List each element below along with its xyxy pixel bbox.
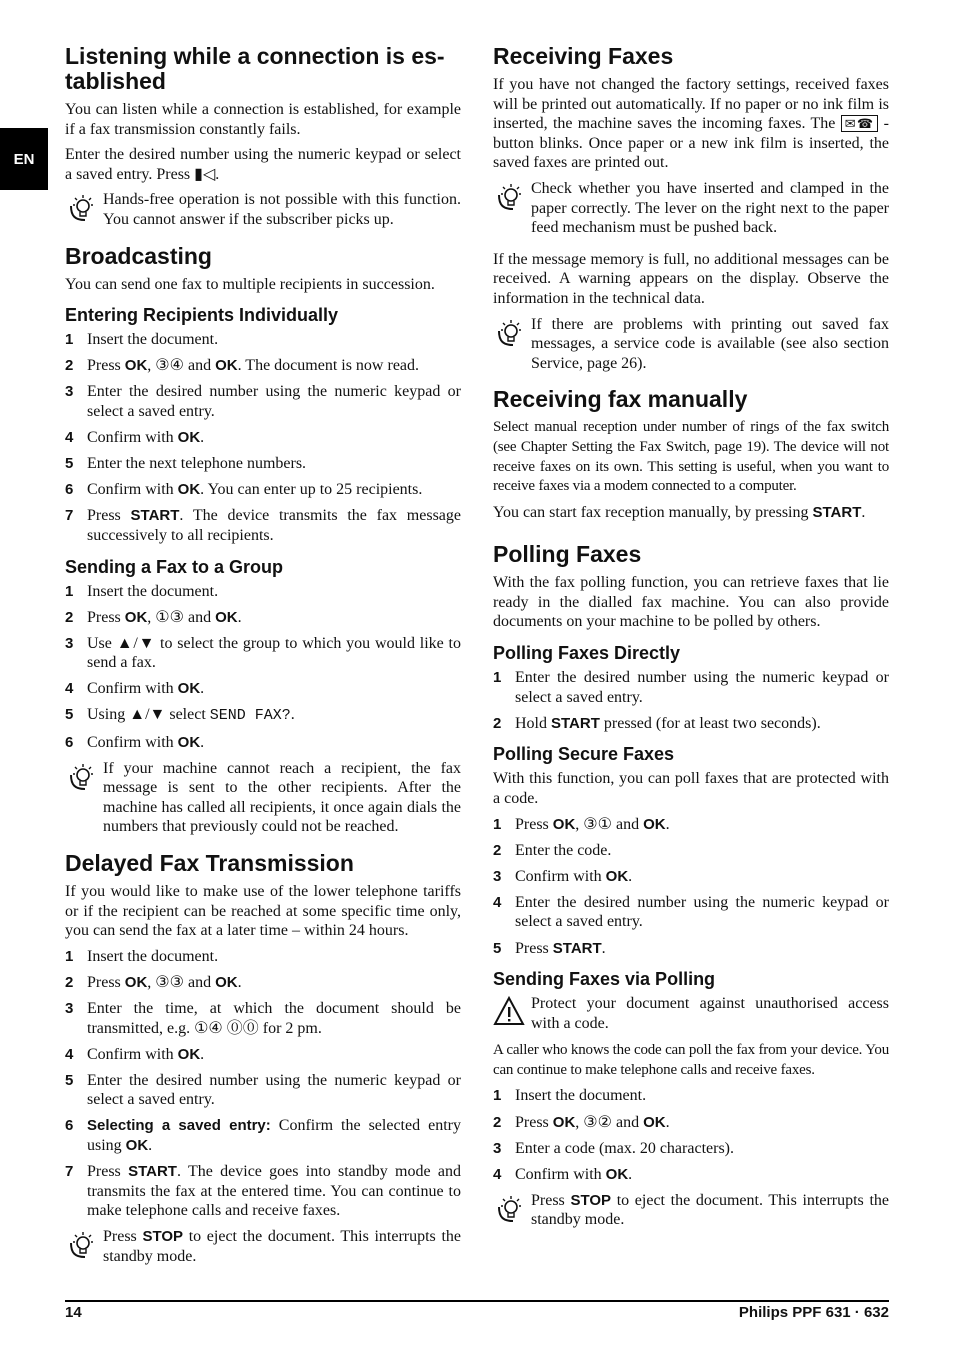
step-number: 3: [65, 1000, 74, 1017]
step-number: 2: [65, 973, 74, 991]
step-number: 1: [65, 947, 74, 965]
step-number: 6: [65, 1117, 74, 1135]
tip-text: Press STOP to eject the document. This interrupts the standby mode.: [531, 1191, 889, 1229]
step-text: Confirm with OK. You can enter up to 25 recipients.: [87, 481, 423, 499]
section-listening: [65, 44, 461, 230]
step-text: Press OK, ③② and OK.: [515, 1113, 670, 1131]
step-number: 1: [493, 669, 502, 687]
heading-listening: Listening while a connection is es- tablished: [65, 43, 445, 94]
step-number: 1: [65, 582, 74, 600]
step-item: [65, 679, 461, 699]
steps-list: [65, 947, 461, 1221]
step-text: Press OK, ③④ and OK. The document is now read.: [87, 357, 420, 375]
step-number: 2: [493, 841, 502, 859]
section-broadcasting: [65, 244, 461, 837]
heading-manual: Receiving fax manually: [493, 386, 748, 413]
step-number: 3: [65, 634, 74, 652]
tip-text: Hands-free operation is not possible with this function. You cannot answer if the subscriber picks up.: [103, 191, 461, 228]
step-item: [65, 382, 461, 421]
subheading-individually: Entering Recipients Individually: [65, 305, 339, 326]
step-text: Press OK, ①③ and OK.: [87, 608, 242, 626]
warning-text: Protect your document against unauthorised access with a code.: [531, 995, 889, 1032]
step-text: Insert the document.: [87, 331, 219, 349]
step-text: Press START.: [515, 939, 606, 957]
tip-note: [65, 759, 461, 837]
step-number: 5: [65, 706, 74, 724]
step-number: 7: [65, 1163, 74, 1181]
step-text: Press START. The device transmits the fax message successively to all recipients.: [87, 507, 461, 544]
step-text: Enter the desired number using the numeric keypad or select a saved entry.: [87, 383, 461, 420]
tip-note: [65, 190, 461, 229]
step-text: Selecting a saved entry: Confirm the selected entry using OK.: [87, 1117, 461, 1155]
step-number: 1: [65, 331, 74, 349]
step-text: Enter the desired number using the numeric keypad or select a saved entry.: [87, 1071, 461, 1109]
step-number: 4: [493, 893, 502, 911]
step-item: [65, 999, 461, 1038]
paragraph: You can send one fax to multiple recipients in succession.: [65, 275, 435, 293]
lightbulb-tip-icon: [65, 190, 103, 229]
paragraph: With this function, you can poll faxes that are protected with a code.: [493, 770, 889, 807]
step-item: [493, 1165, 889, 1185]
step-number: 4: [65, 429, 74, 447]
step-item: [65, 947, 461, 967]
step-number: 7: [65, 507, 74, 525]
step-item: [65, 480, 461, 500]
paragraph: Select manual reception under number of rings of the fax switch (see Chapter Setting the Fax Switch, page 19). The device will not receive faxes on its own. This setting is useful, when you want to receive faxes via a modem connected to a computer.: [493, 419, 889, 495]
step-item: [65, 1116, 461, 1155]
paragraph: If you have not changed the factory settings, received faxes will be printed out automatically. If no paper or no ink film is inserted, the machine saves the incoming faxes. The ✉☎ - button blinks. Once paper or a new ink film is inserted, the saved faxes are printed out.: [493, 76, 890, 172]
paragraph: You can listen while a connection is established, for example if a fax transmission constantly fails.: [65, 101, 461, 138]
step-text: Insert the document.: [87, 582, 219, 600]
footer-rule: [65, 1300, 889, 1302]
tip-text: If there are problems with printing out saved fax messages, a service code is available (see also section Service, page 26).: [531, 315, 889, 372]
step-number: 1: [493, 1087, 502, 1105]
steps-list: [65, 330, 461, 545]
step-item: [65, 428, 461, 448]
step-number: 3: [493, 867, 502, 885]
step-text: Confirm with OK.: [515, 867, 633, 885]
step-text: Insert the document.: [87, 947, 219, 965]
step-text: Enter the desired number using the numeric keypad or select a saved entry.: [515, 669, 889, 706]
step-number: 5: [65, 455, 74, 473]
step-number: 1: [493, 815, 502, 833]
step-number: 4: [493, 1165, 502, 1183]
section-receiving: [493, 44, 889, 373]
step-number: 6: [65, 481, 74, 499]
page-number: 14: [65, 1304, 82, 1321]
lightbulb-tip-icon: [65, 759, 103, 837]
heading-polling: Polling Faxes: [493, 541, 642, 568]
step-number: 2: [65, 608, 74, 626]
step-item: [493, 1139, 889, 1159]
steps-list: [493, 815, 889, 959]
step-text: Confirm with OK.: [87, 1045, 205, 1063]
heading-broadcasting: Broadcasting: [65, 242, 212, 269]
step-text: Enter the code.: [515, 841, 612, 859]
step-text: Use ▲/▼ to select the group to which you would like to send a fax.: [87, 634, 461, 672]
step-number: 2: [493, 714, 502, 732]
step-item: [65, 506, 461, 545]
step-item: [493, 939, 889, 959]
step-number: 3: [493, 1139, 502, 1157]
step-item: [65, 454, 461, 474]
step-number: 6: [65, 733, 74, 751]
step-item: [65, 356, 461, 376]
step-number: 4: [65, 1045, 74, 1063]
step-text: Enter a code (max. 20 characters).: [515, 1139, 734, 1157]
step-item: [65, 582, 461, 602]
step-item: [65, 634, 461, 673]
lightbulb-tip-icon: [65, 1227, 103, 1266]
paragraph: A caller who knows the code can poll the fax from your device. You can continue to make telephone calls and receive faxes.: [493, 1042, 889, 1078]
warning-icon: [493, 994, 531, 1033]
step-text: Enter the desired number using the numeric keypad or select a saved entry.: [515, 893, 889, 931]
step-number: 2: [493, 1113, 502, 1131]
step-item: [65, 733, 461, 753]
heading-delayed: Delayed Fax Transmission: [65, 850, 354, 877]
tip-text: If your machine cannot reach a recipient, the fax message is sent to the other recipients. After the machine has called all recipients, it once again dials the numbers that previously could not be reached.: [103, 759, 461, 836]
step-number: 5: [493, 939, 502, 957]
step-item: [65, 1045, 461, 1065]
step-item: [65, 330, 461, 350]
step-text: Confirm with OK.: [87, 429, 205, 447]
right-column: [493, 44, 889, 1238]
heading-receiving: Receiving Faxes: [493, 43, 674, 69]
step-text: Insert the document.: [515, 1087, 647, 1105]
step-item: [65, 973, 461, 993]
step-number: 3: [65, 383, 74, 401]
tip-note: [65, 1227, 461, 1266]
step-item: [65, 1162, 461, 1221]
step-text: Enter the next telephone numbers.: [87, 455, 307, 473]
step-text: Enter the time, at which the document should be transmitted, e.g. ①④ ⓪⓪ for 2 pm.: [87, 1000, 461, 1037]
left-column: [65, 44, 461, 1275]
product-name: Philips PPF 631 · 632: [738, 1304, 889, 1321]
step-number: 4: [65, 680, 74, 698]
lightbulb-tip-icon: [493, 1191, 531, 1230]
fax-memory-button-icon: ✉☎: [841, 115, 879, 132]
step-item: [65, 705, 461, 726]
paragraph: If the message memory is full, no additional messages can be received. A warning appears on the display. Observe the information in the technical data.: [493, 250, 889, 307]
step-item: [493, 1113, 889, 1133]
warning-note: [493, 994, 889, 1033]
step-item: [493, 668, 889, 707]
paragraph: If you would like to make use of the lower telephone tariffs or if the recipient can be reached at some specific time only, you can send the fax at a later time – within 24 hours.: [65, 883, 461, 940]
step-item: [493, 714, 889, 734]
step-item: [65, 1071, 461, 1110]
paragraph: With the fax polling function, you can retrieve faxes that lie ready in the dialled fax machine. You can also provide documents on your machine to be polled by others.: [493, 574, 889, 631]
step-text: Hold START pressed (for at least two seconds).: [515, 714, 821, 732]
paragraph: Enter the desired number using the numeric keypad or select a saved entry. Press ▮◁.: [65, 146, 461, 183]
steps-list: [493, 668, 889, 733]
section-manual: [493, 387, 889, 522]
steps-list: [65, 582, 461, 753]
lightbulb-tip-icon: [493, 179, 531, 238]
step-text: Press OK, ③③ and OK.: [87, 973, 242, 991]
step-text: Confirm with OK.: [515, 1165, 633, 1183]
tip-note: [493, 179, 889, 238]
step-item: [493, 893, 889, 932]
step-item: [493, 867, 889, 887]
tip-text: Press STOP to eject the document. This interrupts the standby mode.: [103, 1228, 461, 1266]
step-item: [65, 608, 461, 628]
step-item: [493, 1086, 889, 1106]
step-number: 2: [65, 357, 74, 375]
tip-note: [493, 315, 889, 374]
subheading-secure: Polling Secure Faxes: [493, 744, 675, 765]
subheading-sending: Sending Faxes via Polling: [493, 969, 716, 990]
step-text: Press START. The device goes into standby mode and transmits the fax at the entered time. You can continue to make telephone calls and receive faxes.: [87, 1163, 461, 1220]
language-tab: EN: [0, 128, 48, 190]
step-text: Using ▲/▼ select SEND FAX?.: [87, 706, 295, 725]
subheading-group: Sending a Fax to a Group: [65, 556, 284, 577]
step-item: [493, 841, 889, 861]
tip-note: [493, 1191, 889, 1230]
subheading-directly: Polling Faxes Directly: [493, 643, 681, 664]
section-polling: [493, 542, 889, 1230]
steps-list: [493, 1086, 889, 1184]
step-text: Press OK, ③① and OK.: [515, 815, 670, 833]
tip-text: Check whether you have inserted and clamped in the paper correctly. The lever on the right next to the paper feed mechanism must be pushed back.: [531, 179, 889, 237]
lightbulb-tip-icon: [493, 315, 531, 374]
section-delayed: [65, 851, 461, 1267]
step-item: [493, 815, 889, 835]
step-number: 5: [65, 1071, 74, 1089]
step-text: Confirm with OK.: [87, 733, 205, 751]
step-text: Confirm with OK.: [87, 680, 205, 698]
paragraph: You can start fax reception manually, by pressing START.: [493, 503, 866, 521]
